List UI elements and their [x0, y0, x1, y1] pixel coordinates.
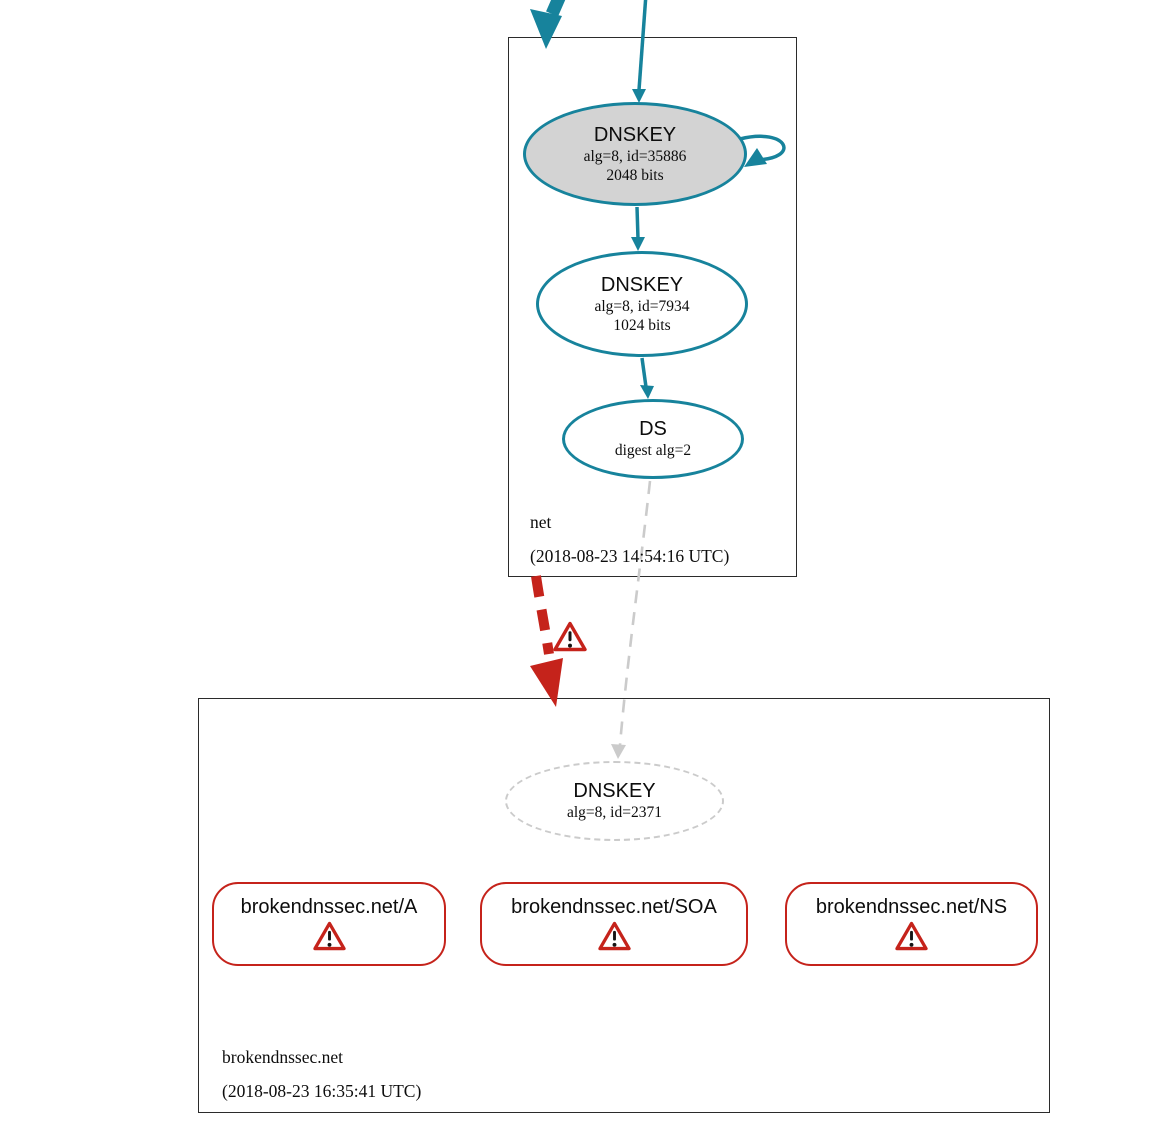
- zone-timestamp-net: (2018-08-23 14:54:16 UTC): [530, 546, 730, 566]
- rrset-label: brokendnssec.net/SOA: [511, 896, 717, 918]
- node-detail: alg=8, id=2371: [567, 804, 662, 821]
- edge-parent-ds-to-ksk: [530, 0, 566, 49]
- rrset-a: [212, 882, 446, 966]
- warning-icon: [313, 921, 346, 951]
- edge-ds-to-child-dnskey-insecure: [611, 481, 650, 759]
- node-detail: alg=8, id=7934: [594, 297, 690, 315]
- node-title: DNSKEY: [600, 273, 684, 296]
- rrset-soa: [480, 882, 748, 966]
- node-ds: [562, 399, 744, 479]
- warning-icon: [553, 621, 587, 652]
- node-dnskey-ksk: [523, 102, 747, 206]
- edge-ksk-to-zsk: [631, 207, 645, 251]
- rrset-label: brokendnssec.net/NS: [815, 896, 1008, 918]
- warning-icon: [895, 921, 928, 951]
- edge-zsk-to-ds: [640, 358, 654, 399]
- rrset-ns: [785, 882, 1038, 966]
- node-detail: 1024 bits: [613, 316, 671, 334]
- rrset-label: brokendnssec.net/A: [240, 896, 418, 918]
- node-detail: alg=8, id=35886: [583, 147, 687, 165]
- zone-timestamp-brokendnssec: (2018-08-23 16:35:41 UTC): [222, 1081, 422, 1101]
- edge-parent-to-ksk: [632, 0, 646, 103]
- node-title: DNSKEY: [593, 123, 677, 146]
- node-detail: digest alg=2: [614, 442, 692, 459]
- node-detail: 2048 bits: [606, 166, 664, 184]
- node-dnskey-zsk: [536, 251, 748, 357]
- warning-icon: [598, 921, 631, 951]
- zone-name-net: net: [530, 512, 552, 532]
- node-title: DS: [639, 418, 667, 440]
- node-dnskey-child: [505, 761, 724, 841]
- zone-name-brokendnssec: brokendnssec.net: [222, 1047, 344, 1067]
- node-title: DNSKEY: [573, 780, 656, 802]
